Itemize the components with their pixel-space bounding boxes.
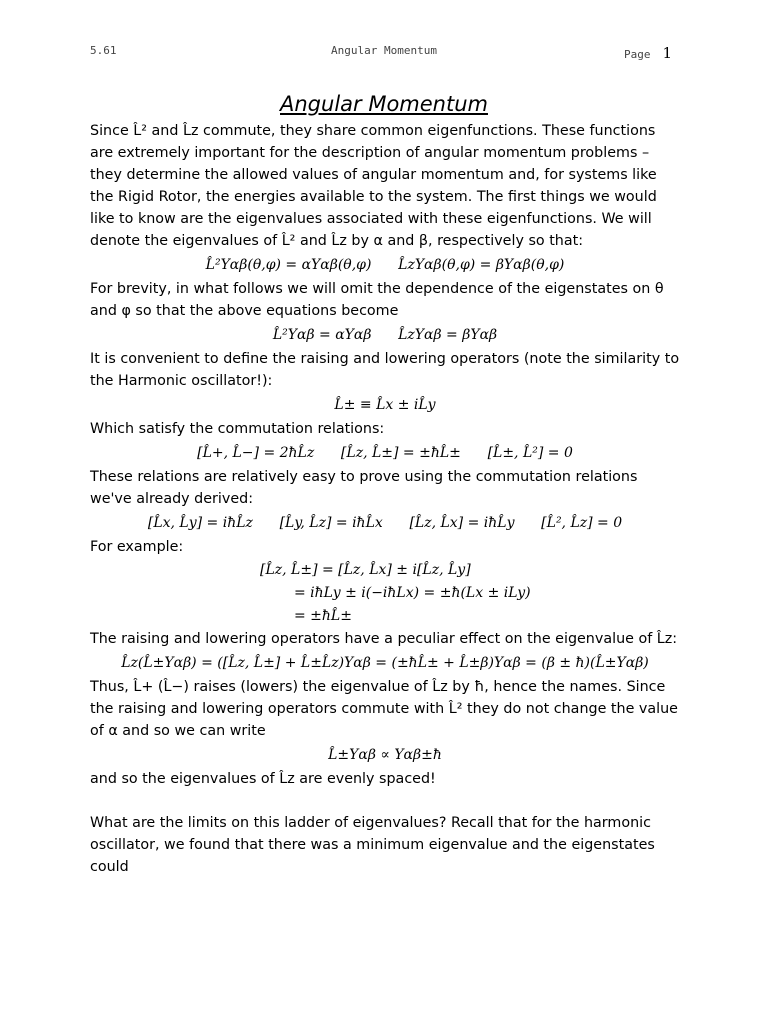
equation-eigenvalue-short: L̂²Yαβ = αYαβ L̂zYαβ = βYαβ — [272, 327, 498, 343]
paragraph-brevity: For brevity, in what follows we will omit the dependence of the eigenstates on θ and φ so that the above equations become — [90, 281, 664, 319]
equation-angular-commutators: [L̂x, L̂y] = iħL̂z [L̂y, L̂z] = iħL̂x [L̂z, L̂x] = iħL̂y [L̂², L̂z] = 0 — [147, 515, 623, 531]
paragraph-commutation-intro: Which satisfy the commutation relations: — [90, 421, 385, 437]
paragraph-gap — [90, 790, 680, 812]
page-number: 1 — [662, 44, 672, 62]
document-body — [90, 120, 680, 878]
paragraph-thus: Thus, L̂+ (L̂−) raises (lowers) the eigenvalue of L̂z by ħ, hence the names. Since the raising and lowering operators commute with L̂² they do not change the value of α and so we can write — [90, 679, 678, 739]
paragraph-proof-intro: These relations are relatively easy to prove using the commutation relations we've already derived: — [90, 469, 638, 507]
equation-example-line-1: [L̂z, L̂±] = [L̂z, L̂x] ± i[L̂z, L̂y] — [260, 562, 471, 578]
equation-eigenvalue-shift: L̂z(L̂±Yαβ) = ([L̂z, L̂±] + L̂±L̂z)Yαβ = (±ħL̂± + L̂±β)Yαβ = (β ± ħ)(L̂±Yαβ) — [121, 655, 649, 671]
equation-ladder-definition: L̂± ≡ L̂x ± iL̂y — [334, 397, 436, 413]
page-label: Page — [623, 48, 651, 61]
paragraph-limits: What are the limits on this ladder of eigenvalues? Recall that for the harmonic oscillator, we found that there was a minimum eigenvalue and the eigenstates could — [90, 815, 655, 875]
equation-proportional: L̂±Yαβ ∝ Yαβ±ħ — [328, 747, 442, 763]
header-course: 5.61 — [90, 44, 117, 57]
paragraph-peculiar-effect: The raising and lowering operators have a peculiar effect on the eigenvalue of L̂z: — [90, 631, 678, 647]
equation-ladder-commutators: [L̂+, L̂−] = 2ħL̂z [L̂z, L̂±] = ±ħL̂± [L̂±, L̂²] = 0 — [197, 445, 573, 461]
paragraph-evenly-spaced: and so the eigenvalues of L̂z are evenly spaced! — [90, 771, 436, 787]
equation-eigenvalue: L̂²Yαβ(θ,φ) = αYαβ(θ,φ) L̂zYαβ(θ,φ) = βYαβ(θ,φ) — [205, 257, 565, 273]
page-title: Angular Momentum — [280, 92, 488, 116]
equation-example-line-3: = ±ħL̂± — [294, 608, 352, 624]
paragraph-intro: Since L̂² and L̂z commute, they share common eigenfunctions. These functions are extremely important for the description of angular momentum problems – they determine the allowed values of angular momentum and, for systems like the Rigid Rotor, the energies available to the system. The first things we would like to know are the eigenvalues associated with these eigenfunctions. We will denote the eigenvalues of L̂² and L̂z by α and β, respectively so that: — [90, 123, 657, 249]
header-page — [624, 44, 672, 62]
paragraph-example: For example: — [90, 539, 184, 555]
equation-example-line-2: = iħLy ± i(−iħLx) = ±ħ(Lx ± iLy) — [294, 585, 531, 601]
header-topic: Angular Momentum — [331, 44, 437, 57]
paragraph-raising-lowering: It is convenient to define the raising and lowering operators (note the similarity to the Harmonic oscillator!): — [90, 351, 680, 389]
